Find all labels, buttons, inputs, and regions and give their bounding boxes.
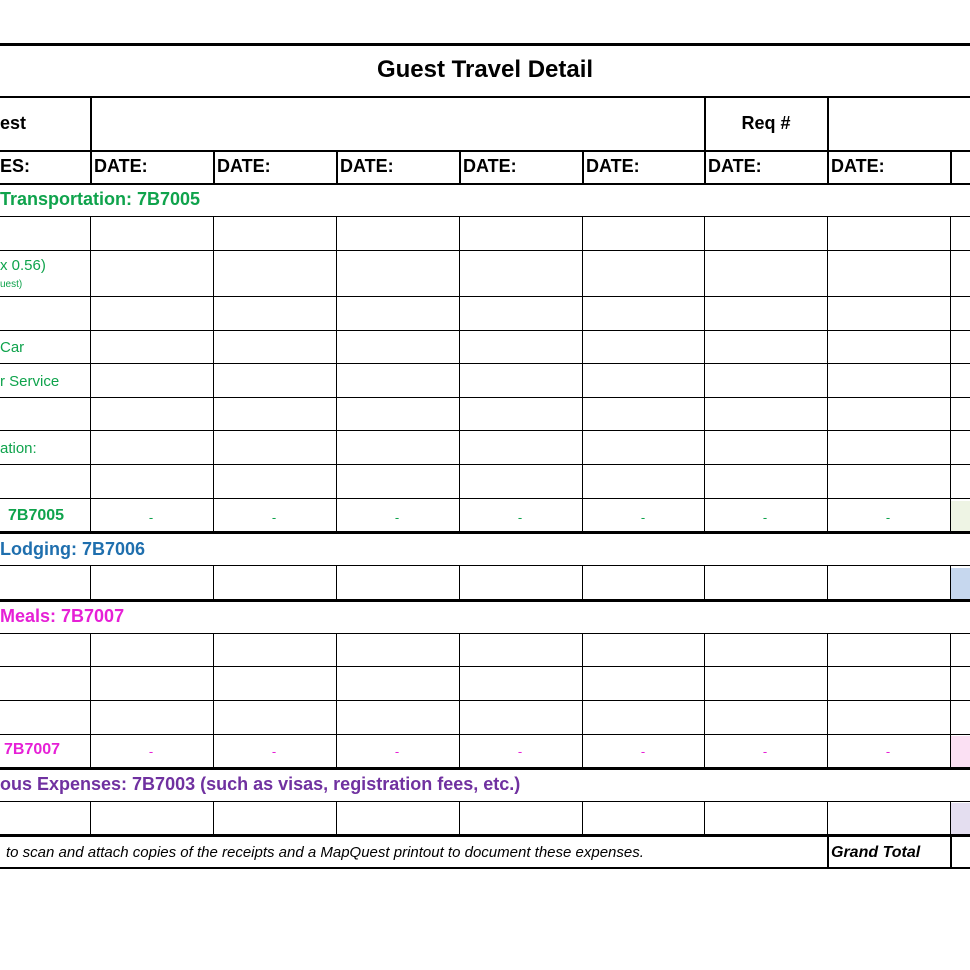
- grid-hline: [0, 183, 970, 185]
- transport-entry-cell[interactable]: [830, 432, 948, 462]
- grid-hline: [0, 250, 970, 251]
- transport-entry-cell[interactable]: [585, 365, 702, 395]
- transport-entry-cell[interactable]: [585, 252, 702, 294]
- meals-entry-cell[interactable]: [462, 668, 580, 698]
- transport-entry-cell[interactable]: [216, 466, 334, 496]
- transport-day-total: -: [517, 510, 523, 525]
- misc-entry-cell[interactable]: [216, 803, 334, 832]
- transport-entry-cell[interactable]: [339, 466, 457, 496]
- meals-entry-cell[interactable]: [830, 635, 948, 664]
- transport-entry-cell[interactable]: [707, 218, 825, 248]
- lodging-entry-cell[interactable]: [216, 567, 334, 597]
- transport-entry-cell[interactable]: [216, 399, 334, 428]
- grid-vline: [336, 216, 337, 531]
- misc-entry-cell[interactable]: [462, 803, 580, 832]
- meals-entry-cell[interactable]: [216, 668, 334, 698]
- transport-entry-cell[interactable]: [216, 365, 334, 395]
- transport-entry-cell[interactable]: [462, 252, 580, 294]
- transport-row-location-label: ation:: [0, 440, 37, 457]
- dates-row-label: ES:: [0, 156, 31, 176]
- transport-day-total: -: [640, 510, 646, 525]
- transport-entry-cell[interactable]: [830, 218, 948, 248]
- transport-day-total: -: [394, 510, 400, 525]
- meals-total-label: 7B7007: [4, 741, 61, 758]
- grid-hline: [0, 330, 970, 331]
- grid-vline: [950, 216, 951, 531]
- grid-vline: [90, 801, 91, 834]
- grid-vline: [459, 150, 461, 184]
- meals-entry-cell[interactable]: [93, 635, 211, 664]
- transport-total-shade: [950, 501, 970, 531]
- transport-total-label: 7B7005: [8, 507, 65, 524]
- grid-vline: [582, 216, 583, 531]
- transport-row-car-label: Car: [0, 339, 25, 356]
- transport-entry-cell[interactable]: [462, 399, 580, 428]
- date-column-header: DATE:: [463, 156, 517, 176]
- lodging-entry-cell[interactable]: [707, 567, 825, 597]
- lodging-entry-cell[interactable]: [585, 567, 702, 597]
- grid-hline: [0, 43, 970, 46]
- transport-entry-cell[interactable]: [93, 332, 211, 361]
- meals-entry-cell[interactable]: [339, 702, 457, 732]
- transport-entry-cell[interactable]: [462, 466, 580, 496]
- transport-entry-cell[interactable]: [216, 432, 334, 462]
- grid-hline: [0, 296, 970, 297]
- grid-vline: [336, 801, 337, 834]
- meals-entry-cell[interactable]: [93, 668, 211, 698]
- transport-entry-cell[interactable]: [339, 399, 457, 428]
- transport-entry-cell[interactable]: [462, 365, 580, 395]
- grid-hline: [0, 801, 970, 802]
- transport-entry-cell[interactable]: [585, 432, 702, 462]
- transport-entry-cell[interactable]: [830, 332, 948, 361]
- transport-entry-cell[interactable]: [462, 298, 580, 328]
- grid-vline: [213, 633, 214, 767]
- misc-expenses-heading: ous Expenses: 7B7003 (such as visas, registration fees, etc.): [0, 774, 521, 794]
- meals-day-total: -: [517, 744, 523, 759]
- grid-hline: [0, 430, 970, 431]
- meals-entry-cell[interactable]: [462, 635, 580, 664]
- grid-vline: [950, 565, 951, 599]
- transport-entry-cell[interactable]: [585, 399, 702, 428]
- grid-vline: [213, 565, 214, 599]
- grand-total-label: Grand Total: [831, 844, 921, 861]
- meals-day-total: -: [885, 744, 891, 759]
- grid-hline: [0, 464, 970, 465]
- meals-day-total: -: [271, 744, 277, 759]
- grid-vline: [336, 565, 337, 599]
- grid-vline: [90, 150, 92, 184]
- transport-entry-cell[interactable]: [707, 432, 825, 462]
- grid-hline: [0, 565, 970, 566]
- date-column-header: DATE:: [586, 156, 640, 176]
- grid-vline: [950, 150, 952, 184]
- meals-entry-cell[interactable]: [830, 702, 948, 732]
- page-title: Guest Travel Detail: [376, 56, 594, 83]
- grid-vline: [582, 150, 584, 184]
- meals-day-total: -: [762, 744, 768, 759]
- transport-entry-cell[interactable]: [830, 466, 948, 496]
- transport-entry-cell[interactable]: [585, 218, 702, 248]
- grid-vline: [704, 97, 706, 150]
- meals-entry-cell[interactable]: [585, 635, 702, 664]
- lodging-entry-cell[interactable]: [339, 567, 457, 597]
- grid-vline: [213, 216, 214, 531]
- transport-entry-cell[interactable]: [707, 252, 825, 294]
- grid-hline: [0, 834, 970, 837]
- grid-vline: [582, 565, 583, 599]
- grid-hline: [0, 531, 970, 534]
- lodging-heading: Lodging: 7B7006: [0, 539, 146, 559]
- grid-vline: [459, 801, 460, 834]
- lodging-entry-cell[interactable]: [462, 567, 580, 597]
- transport-entry-cell[interactable]: [93, 298, 211, 328]
- grid-hline: [0, 767, 970, 770]
- grid-vline: [582, 801, 583, 834]
- grid-vline: [90, 565, 91, 599]
- meals-day-total: -: [148, 744, 154, 759]
- grand-total-value[interactable]: [952, 837, 970, 867]
- transport-entry-cell[interactable]: [93, 399, 211, 428]
- meals-entry-cell[interactable]: [462, 702, 580, 732]
- transport-entry-cell[interactable]: [585, 298, 702, 328]
- misc-entry-cell[interactable]: [93, 803, 211, 832]
- grid-hline: [0, 666, 970, 667]
- transport-day-total: -: [885, 510, 891, 525]
- transport-row-car-service-label: r Service: [0, 373, 60, 390]
- grid-vline: [827, 216, 828, 531]
- transport-entry-cell[interactable]: [93, 365, 211, 395]
- grid-vline: [827, 97, 829, 150]
- transport-entry-cell[interactable]: [585, 466, 702, 496]
- meals-entry-cell[interactable]: [830, 668, 948, 698]
- grid-hline: [0, 599, 970, 602]
- transport-entry-cell[interactable]: [216, 252, 334, 294]
- transport-row-mileage-label: x 0.56): [0, 257, 46, 274]
- date-column-header: DATE:: [831, 156, 885, 176]
- grid-vline: [704, 565, 705, 599]
- transport-entry-cell[interactable]: [93, 252, 211, 294]
- grid-vline: [704, 633, 705, 767]
- grid-vline: [950, 633, 951, 767]
- transport-entry-cell[interactable]: [707, 399, 825, 428]
- grid-hline: [0, 363, 970, 364]
- transport-day-total: -: [148, 510, 154, 525]
- lodging-entry-cell[interactable]: [830, 567, 948, 597]
- req-number-label: Req #: [741, 113, 791, 133]
- transport-entry-cell[interactable]: [707, 365, 825, 395]
- meals-entry-cell[interactable]: [585, 702, 702, 732]
- transport-entry-cell[interactable]: [339, 432, 457, 462]
- grid-hline: [0, 397, 970, 398]
- transport-entry-cell[interactable]: [339, 218, 457, 248]
- lodging-total-shade: [950, 568, 970, 599]
- misc-entry-cell[interactable]: [830, 803, 948, 832]
- misc-entry-cell[interactable]: [585, 803, 702, 832]
- grid-hline: [0, 498, 970, 499]
- misc-entry-cell[interactable]: [339, 803, 457, 832]
- transport-entry-cell[interactable]: [339, 252, 457, 294]
- guest-label: est: [0, 113, 27, 133]
- grid-hline: [0, 150, 970, 152]
- transport-entry-cell[interactable]: [707, 298, 825, 328]
- transport-entry-cell[interactable]: [93, 432, 211, 462]
- grid-vline: [950, 834, 952, 867]
- grid-vline: [950, 801, 951, 834]
- meals-entry-cell[interactable]: [339, 635, 457, 664]
- transport-entry-cell[interactable]: [462, 332, 580, 361]
- transport-entry-cell[interactable]: [462, 432, 580, 462]
- grid-vline: [90, 216, 91, 531]
- transport-entry-cell[interactable]: [93, 466, 211, 496]
- date-column-header: DATE:: [708, 156, 762, 176]
- grid-vline: [90, 633, 91, 767]
- transport-entry-cell[interactable]: [830, 399, 948, 428]
- grid-hline: [0, 96, 970, 98]
- grid-vline: [827, 633, 828, 767]
- meals-heading: Meals: 7B7007: [0, 606, 125, 626]
- grid-vline: [90, 97, 92, 150]
- transport-entry-cell[interactable]: [707, 466, 825, 496]
- transport-entry-cell[interactable]: [585, 332, 702, 361]
- date-column-header: DATE:: [340, 156, 394, 176]
- grid-hline: [0, 867, 970, 869]
- transportation-heading: Transportation: 7B7005: [0, 189, 201, 209]
- grid-hline: [0, 633, 970, 634]
- transport-day-total: -: [271, 510, 277, 525]
- grid-vline: [827, 801, 828, 834]
- grid-vline: [827, 834, 829, 867]
- grid-vline: [827, 150, 829, 184]
- meals-total-shade: [950, 736, 970, 767]
- transport-entry-cell[interactable]: [216, 332, 334, 361]
- grid-vline: [582, 633, 583, 767]
- misc-total-shade: [950, 803, 970, 834]
- transport-entry-cell[interactable]: [216, 218, 334, 248]
- meals-entry-cell[interactable]: [339, 668, 457, 698]
- req-number-field[interactable]: [829, 99, 970, 149]
- transport-entry-cell[interactable]: [830, 252, 948, 294]
- meals-entry-cell[interactable]: [216, 635, 334, 664]
- misc-entry-cell[interactable]: [707, 803, 825, 832]
- date-column-header: DATE:: [217, 156, 271, 176]
- meals-day-total: -: [640, 744, 646, 759]
- transport-entry-cell[interactable]: [339, 332, 457, 361]
- grid-hline: [0, 700, 970, 701]
- grid-vline: [336, 633, 337, 767]
- transport-entry-cell[interactable]: [339, 298, 457, 328]
- grid-vline: [459, 633, 460, 767]
- grid-vline: [336, 150, 338, 184]
- transport-row-mileage-note: uest): [0, 279, 23, 290]
- grid-vline: [704, 150, 706, 184]
- grid-vline: [213, 150, 215, 184]
- grid-vline: [459, 216, 460, 531]
- date-column-header: DATE:: [94, 156, 148, 176]
- meals-entry-cell[interactable]: [216, 702, 334, 732]
- grid-vline: [827, 565, 828, 599]
- transport-entry-cell[interactable]: [830, 365, 948, 395]
- grid-hline: [0, 216, 970, 217]
- transport-entry-cell[interactable]: [462, 218, 580, 248]
- meals-entry-cell[interactable]: [707, 702, 825, 732]
- meals-entry-cell[interactable]: [707, 635, 825, 664]
- grid-vline: [704, 801, 705, 834]
- meals-day-total: -: [394, 744, 400, 759]
- transport-entry-cell[interactable]: [93, 218, 211, 248]
- transport-entry-cell[interactable]: [339, 365, 457, 395]
- meals-entry-cell[interactable]: [707, 668, 825, 698]
- transport-entry-cell[interactable]: [707, 332, 825, 361]
- meals-entry-cell[interactable]: [585, 668, 702, 698]
- transport-entry-cell[interactable]: [830, 298, 948, 328]
- lodging-entry-cell[interactable]: [93, 567, 211, 597]
- transport-day-total: -: [762, 510, 768, 525]
- grid-vline: [459, 565, 460, 599]
- meals-entry-cell[interactable]: [93, 702, 211, 732]
- grid-hline: [0, 734, 970, 735]
- grid-vline: [704, 216, 705, 531]
- guest-name-field[interactable]: [92, 99, 703, 149]
- footer-note: to scan and attach copies of the receipts and a MapQuest printout to document these expenses.: [6, 844, 644, 861]
- grid-vline: [213, 801, 214, 834]
- transport-entry-cell[interactable]: [216, 298, 334, 328]
